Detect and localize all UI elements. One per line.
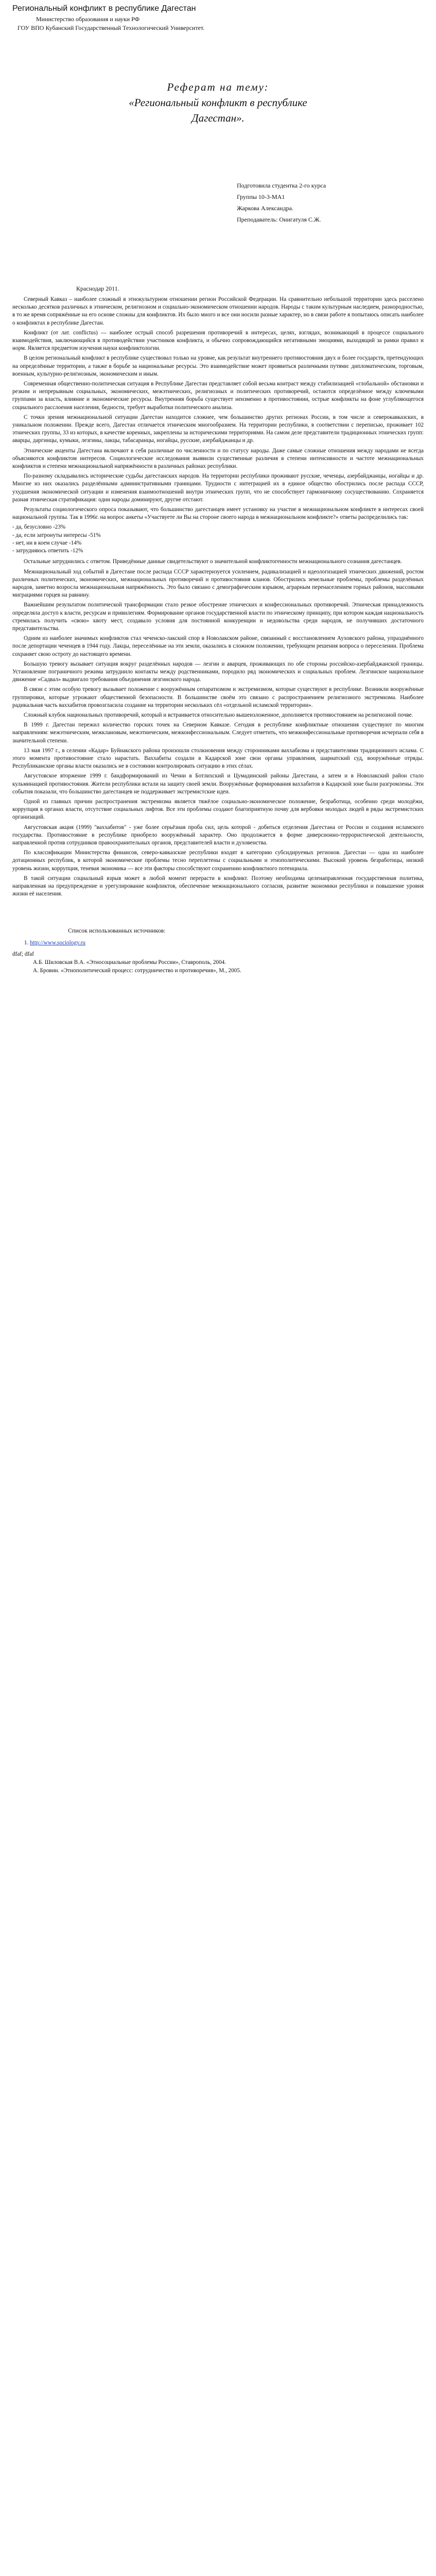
paragraph: Современная общественно-политическая ситуация в Республике Дагестан представляет собой весьма контраст между стабилизацией «глобальной» обстановки и резким и непрерывным социальных, экономических, межэтнических, религиозных и политических противоречий, остаются определённое между ключевыми группами за власть, влияние и экономические ресурсы. Внутренняя борьба существует неизменно в противостоянии, острые конфликты на фоне углубляющегося социального расслоения населения, бедности, требует выработки политического анализа. — [12, 381, 424, 411]
paragraph: Этнические акценты Дагестана включают в себя различные по численности и по статусу народы. Даже самые сложные отношения между народами не всегда объясняются конфликтом интересов. Социологические исследования выявили существенные различия в степени интенсивности и частоте межнациональных конфликтов и степени межнациональной напряжённости в различных районах республики. — [12, 447, 424, 470]
paragraph: Августовская акция (1999) "ваххабитов" - уже более серьёзная проба сил, цель которой - добиться отделения Дагестана от России и создания исламского государства. Противостояние в республике приобрело вооружённый характер. Оно продолжается в форме диверсионно-террористической деятельности, направленной против сотрудников правоохранительных органов, представителей власти и духовенства. — [12, 824, 424, 846]
paragraph: Результаты социологического опроса показывают, что большинство дагестанцев имеет установку на участие в межнациональном конфликте в интересах своей национальной группы. Так в 1996г. на вопрос анкеты «Участвуете ли Вы на стороне своего народа в межнациональном конфликте?» ответы распределились так: — [12, 506, 424, 521]
teacher-name: Преподаватель: Онигатуля С.Ж. — [237, 216, 321, 223]
reference-extra: А.Б. Шиловская В.А. «Этносоциальные проблемы России», Ставрополь, 2004. — [33, 959, 226, 966]
paragraph: Северный Кавказ – наиболее сложный в этнокультурном отношении регион Российской Федерации. На сравнительно небольшой территории здесь расселено несколько десятков различных в этническом, религиозном и социально-экономическом отношении народов. Народы с таким культурным наследием, разнородностью, в то же время сопряжённые на его основе сложны для конфликтов. Их было много и все они носили разные характер, но в связи работе я попытаюсь описать наиболее о конфликтах в республике Дагестан. — [12, 296, 424, 326]
topic-line-1: Реферат на тему: — [167, 81, 269, 93]
paragraph: Конфликт (от лат. conflictus) — наиболее острый способ разрешения противоречий в интересах, целях, взглядах, возникающий в процессе социального взаимодействия, заключающийся в противодействии участников конфликта, и обычно сопровождающийся негативными эмоциями, выходящий за рамки правил и норм. Является предметом изучения науки конфликтологии. — [12, 329, 424, 352]
author-name: Жаркова Александра. — [237, 205, 293, 212]
author-course: Подготовила студентка 2-го курса — [237, 182, 326, 189]
author-block — [237, 180, 424, 225]
paragraph: Важнейшим результатом политической трансформации стало резкое обострение этнических и конфессиональных противоречий. Этническая принадлежность определяла доступ к власти, ресурсам и привилегиям. Формирование органов государственной власти по этническому принципу, при котором каждая национальность стремилась получить «свою» квоту мест, создавало условия для постоянной конкуренции и недовольства среди народов, не получивших достаточного представительства. — [12, 602, 424, 632]
survey-item: - нет, ни в коем случае -14% — [12, 539, 82, 546]
paragraph: В целом региональный конфликт в республике существовал только на уровне, как результат внутреннего противостояния двух и более государств, претендующих на определённые территории, а также в борьбе за национальные ресурсы. Это взаимодействие может проявиться различными путями: дипломатическим, торговым, военным, культурно-религиозным, экономическим и иным. — [12, 355, 424, 377]
university-line: ГОУ ВПО Кубанский Государственный Технологический Университет. — [18, 24, 205, 31]
paragraph: В связи с этим особую тревогу вызывает положение с вооружённым сепаратизмом и экстремизмом, которые существуют в республике. Возникли вооружённые группировки, которые угрожают общественной безопасности. В большинстве своём это связано с распространением религиозного экстремизма. Наиболее радикальная часть ваххабитов провозгласила создание на территории нескольких сёл «отдельной исламской территории». — [12, 686, 424, 708]
paragraph: По классификации Министерства финансов, северо-кавказские республики входят в категорию субсидируемых регионов. Дагестан — одна из наиболее дотационных республик, в которой экономические проблемы тесно переплетены с социальными и этнополитическими. Высокий уровень безработицы, низкий уровень жизни, коррупция, теневая экономика — все эти факторы способствуют сохранению конфликтного потенциала. — [12, 850, 424, 872]
topic-line-3: Дагестан». — [191, 112, 245, 124]
survey-item: - да, если затронуты интересы -51% — [12, 532, 101, 538]
paragraph: Большую тревогу вызывает ситуация вокруг разделённых народов — лезгин и аварцев, проживающих по обе стороны российско-азербайджанской границы. Установление пограничного режима затруднило контакты между родственниками, породило ряд экономических и социальных проблем. Лезгинское национальное движение «Садвал» выдвигало требования объединения лезгинского народа. — [12, 660, 424, 683]
survey-results — [12, 523, 424, 555]
document-title: Региональный конфликт в республике Дагестан — [12, 4, 196, 13]
city-year: Краснодар 2011. — [76, 285, 119, 292]
paragraph: В 1999 г. Дагестан пережил количество горских точек на Северном Кавказе. Сегодня в республике конфликтные отношения существуют по многим направлениям: межэтническим, межклановым, межэтническим, межконфессиональным. Следует отметить, что межконфессиональные противоречия исчерпали себя в значительной степени. — [12, 722, 424, 744]
references-title: Список использованных источников: — [68, 927, 166, 935]
document-page — [0, 0, 436, 995]
paragraph: Одним из наиболее значимых конфликтов стал чеченско-лакский спор в Новолакском районе, связанный с восстановлением Ауховского района, упразднённого после депортации чеченцев в 1944 году. Лакцы, переселённые на эти земли, оказались в сложном положении, требующем решения вопроса о переселении. Проблема сохраняет свою остроту до настоящего времени. — [12, 635, 424, 657]
paragraph: Остальные затруднились с ответом. Приведённые данные свидетельствуют о значительной конфликтогенности межнационального сознания дагестанцев. — [24, 558, 402, 565]
paragraph: По-разному складывались исторические судьбы дагестанских народов. На территории республики проживают русские, чеченцы, азербайджанцы, ногайцы и др. Многие из них оказались разделёнными административными границами. Трудности с интеграцией их в единое общество обострились после распада СССР, ухудшения экономической ситуации и изменения взаимоотношений внутри этнических групп, что не способствует гармоничному сосуществованию. Сохраняется разная этническая стратификация: одни народы доминируют, другие отстают. — [12, 473, 424, 503]
reference-extra: А. Бровин. «Этнополитический процесс: сотрудничество и противоречия», М., 2005. — [33, 968, 241, 974]
reference-item — [30, 939, 424, 947]
survey-item: - да, безусловно -23% — [12, 524, 66, 531]
survey-item: - затрудняюсь ответить -12% — [12, 548, 83, 554]
essay-topic — [12, 79, 424, 126]
essay-body — [12, 296, 424, 898]
references-list — [12, 939, 424, 947]
topic-line-2: «Региональный конфликт в республике — [129, 96, 307, 109]
ministry-line: Министерство образования и науки РФ — [36, 15, 140, 23]
author-group: Группы 10-3-МА1 — [237, 193, 285, 200]
reference-link[interactable]: http://www.sociology.ru — [30, 940, 85, 946]
paragraph: 13 мая 1997 г., в селении «Кадар» Буйнакского района произошли столкновения между сторонниками ваххабизма и представителями традиционного ислама. С этого момента противостояние стало нарастать. Ваххабиты создали в Кадарской зоне свои органы управления, шариатский суд, вооружённые отряды. Республиканские органы власти оказались не в состоянии контролировать ситуацию в этих сёлах. — [12, 747, 424, 770]
paragraph: Одной из главных причин распространения экстремизма является тяжёлое социально-экономическое положение, безработица, особенно среди молодёжи, коррупция в органах власти, отсутствие социальных лифтов. Все эти проблемы создают благоприятную почву для вербовки молодых людей в ряды экстремистских организаций. — [12, 798, 424, 821]
paragraph: Сложный клубок национальных противоречий, который и встраивается относительно вышеизложенное, дополняется противостоянием на религиозной почве. — [24, 711, 413, 718]
paragraph: Межнациональный ход событий в Дагестане после распада СССР характеризуется усилением, радикализацией и идеологизацией этнических движений, ростом различных политических, экономических, межнациональных противоречий и противостояния кланов. Обострились земельные проблемы, проблемы разделённых народов, заметно возросла межнациональная напряжённость. Это было связано с демографическим взрывом, аграрным перенаселением горных районов, массовыми миграциями горцев на равнину. — [12, 568, 424, 599]
paragraph: В такой ситуации социальный взрыв может в любой момент перерасти в конфликт. Поэтому необходима целенаправленная государственная политика, направленная на предупреждение и урегулирование конфликтов, обеспечение межнационального согласия, развитие экономики республики и повышение уровня жизни её населения. — [12, 875, 424, 897]
paragraph: С точки зрения межнациональной ситуации Дагестан находится сложнее, чем большинство других регионах России, в том числе и северокавказских, в уникальном положении. Прежде всего, Дагестан отличается этническим многообразием. На территории республики, в соответствии с переписью, проживает 102 этнических группы, 33 из которых, в качестве коренных, закреплены за историческими территориями. На самом деле представители традиционных этнических групп: аварцы, даргинцы, кумыки, лезгины, лакцы, табасаранцы, ногайцы, русские, азербайджанцы и др. — [12, 414, 424, 444]
paragraph: Августовское вторжение 1999 г. бандформирований из Чечни в Ботлихский и Цумадинский районы Дагестана, а затем и в Новолакский район стало кульминацией противостояния. Жители республики встали на защиту своей земли. Вооружённые формирования ваххабитов в Кадарской зоне были разгромлены. Эти события показали, что большинство дагестанцев не поддерживает экстремистские идеи. — [12, 773, 424, 795]
reference-extra: dfaf; dfaf — [12, 951, 34, 958]
